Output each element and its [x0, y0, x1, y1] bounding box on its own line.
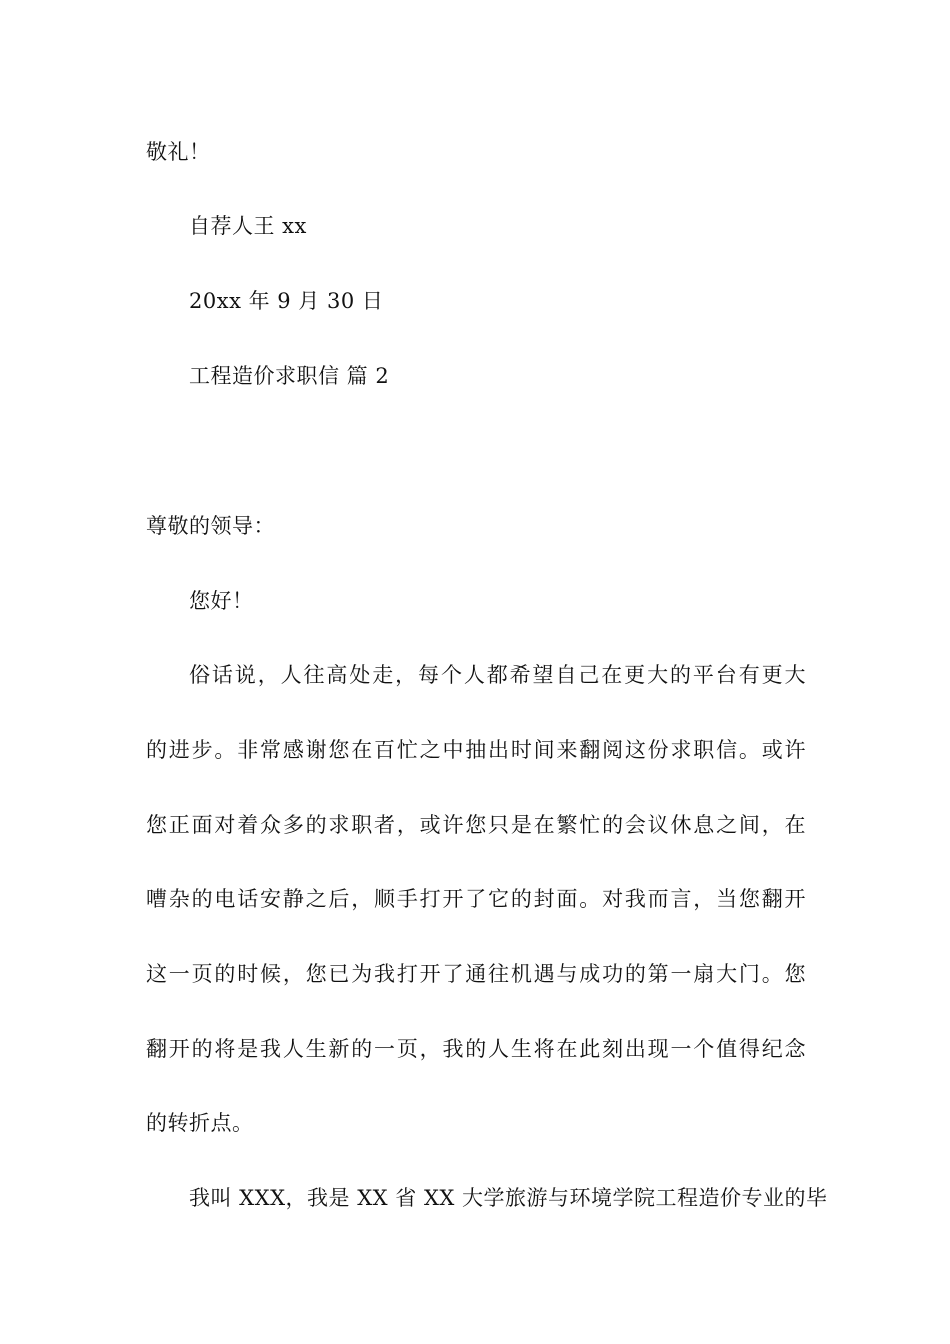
- hello-line: 您好！: [189, 589, 254, 613]
- paragraph-line: 我叫 XXX，我是 XX 省 XX 大学旅游与环境学院工程造价专业的毕: [189, 1186, 828, 1210]
- paragraph-line: 翻开的将是我人生新的一页，我的人生将在此刻出现一个值得纪念: [146, 1037, 806, 1061]
- signature: 自荐人王 xx: [189, 214, 307, 238]
- greeting: 尊敬的领导：: [146, 514, 275, 538]
- paragraph-line: 的转折点。: [146, 1111, 254, 1135]
- paragraph-line: 俗话说，人往高处走，每个人都希望自己在更大的平台有更大: [189, 663, 806, 687]
- letter-date: 20xx 年 9 月 30 日: [189, 289, 384, 313]
- closing-salute: 敬礼！: [146, 140, 211, 164]
- paragraph-line: 嘈杂的电话安静之后，顺手打开了它的封面。对我而言，当您翻开: [146, 887, 806, 911]
- paragraph-line: 您正面对着众多的求职者，或许您只是在繁忙的会议休息之间，在: [146, 813, 806, 837]
- paragraph-line: 的进步。非常感谢您在百忙之中抽出时间来翻阅这份求职信。或许: [146, 738, 806, 762]
- paragraph-line: 这一页的时候，您已为我打开了通往机遇与成功的第一扇大门。您: [146, 962, 806, 986]
- section-heading: 工程造价求职信 篇 2: [189, 364, 390, 388]
